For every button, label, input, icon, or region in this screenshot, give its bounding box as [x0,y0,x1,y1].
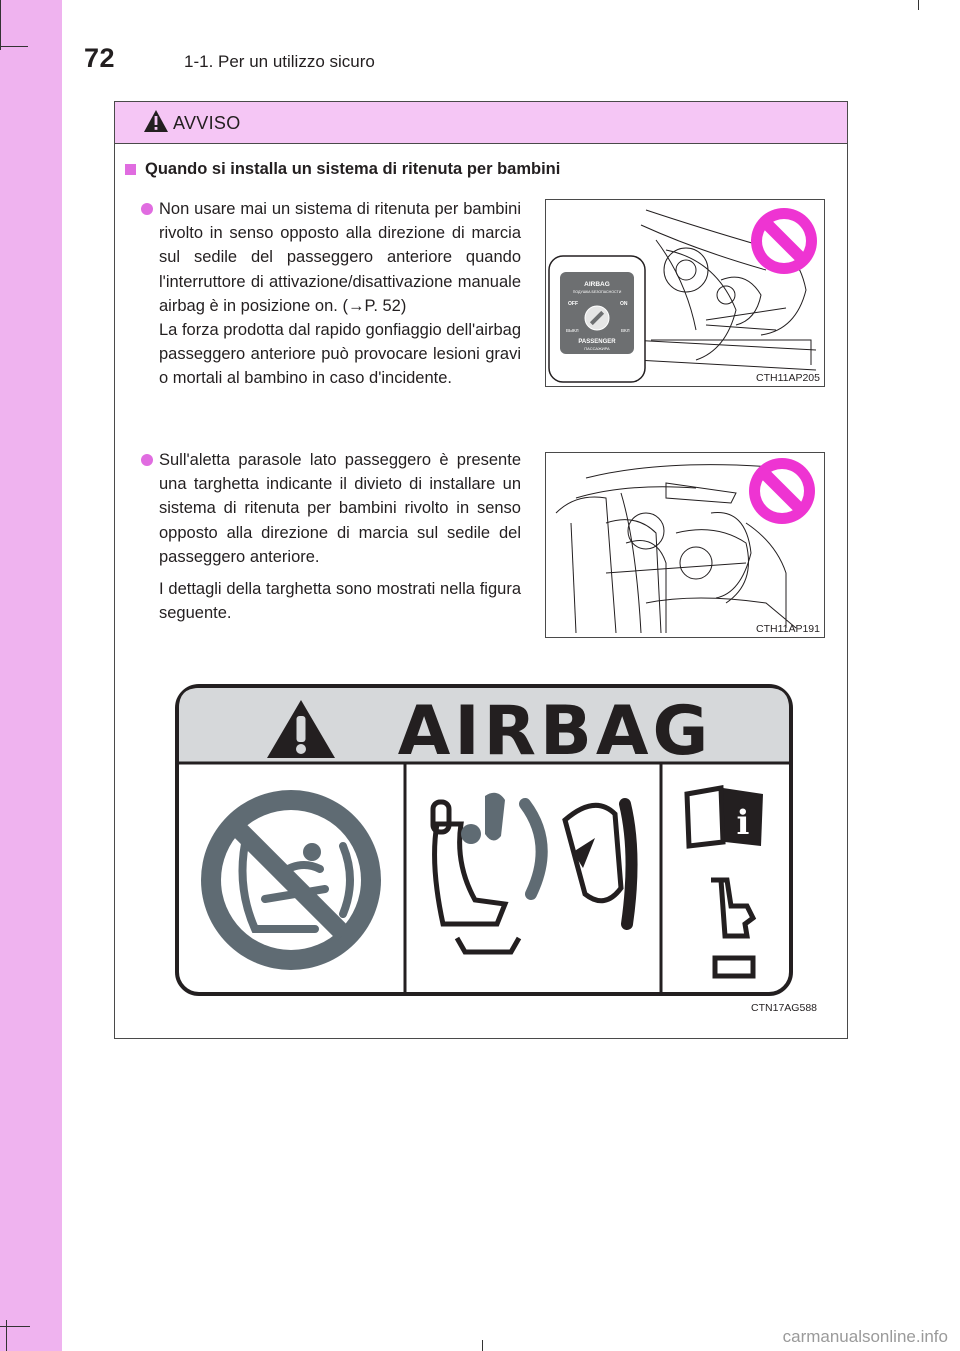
item-text: Sull'aletta parasole lato passeggero è presente una targhetta indicante il divieto di installare un sistema di ritenuta per bambini rivolto in senso opposto alla direzione di marcia sul sedile del passeggero anteriore. [159,451,521,566]
list-item [141,197,521,391]
item-extra: I dettagli della targhetta sono mostrati nella figura seguente. [159,580,521,623]
switch-on-label: ON [620,301,628,307]
airbag-switch-inset [549,256,645,382]
no-rear-facing-seat-icon [201,790,381,970]
bullet-dot-icon [141,203,153,215]
section-title: 1-1. Per un utilizzo sicuro [184,52,375,71]
figure-airbag-switch [545,199,825,387]
warning-triangle-icon [143,109,169,133]
switch-passenger-ru: ПАССАЖИРА [584,346,610,351]
switch-title-ru: ПОДУШКА БЕЗОПАСНОСТИ [572,290,622,294]
switch-on-ru: ВКЛ [621,328,630,333]
crop-mark [918,0,919,10]
side-tab-strip [0,0,62,1351]
figure-sun-visor [545,452,825,638]
interior-illustration [546,453,824,637]
dashboard-illustration [546,200,824,386]
warning-header [115,102,847,144]
arrow-icon: → [347,296,365,315]
switch-title: AIRBAG [584,281,610,288]
crop-mark [0,0,1,50]
square-bullet-icon [125,164,136,175]
watermark: carmanualsonline.info [782,1327,948,1346]
airbag-warning-label [175,684,795,1005]
switch-passenger: PASSENGER [578,339,616,345]
figure-code: CTN17AG588 [751,1002,817,1014]
list-item [141,448,521,625]
crop-mark [0,1326,30,1327]
svg-text:i: i [736,803,750,843]
figure-code: CTH11AP191 [755,623,820,635]
crop-mark [6,1320,7,1351]
bullet-dot-icon [141,454,153,466]
warning-label: AVVISO [173,113,241,133]
item-note: La forza prodotta dal rapido gonfiaggio dell'airbag passeggero anteriore può provocare lesioni gravi o mortali al bambino in caso d'incidente. [159,321,521,388]
switch-off-ru: ВЫКЛ [566,328,579,333]
page-number: 72 [84,43,116,73]
figure-code: CTH11AP205 [755,372,820,384]
crop-mark [482,1340,483,1351]
switch-off-label: OFF [568,301,578,307]
crop-mark [0,46,28,47]
subheading-text: Quando si installa un sistema di ritenuta per bambini [145,160,561,178]
subheading [125,160,560,179]
item-text: Non usare mai un sistema di ritenuta per bambini rivolto in senso opposto alla direzione di marcia sul sedile del passeggero anteriore quando l'interruttore di attivazione/disattivazione manuale airbag è in posizione on. ( [159,200,521,315]
airbag-label-title: AIRBAG [397,692,713,771]
warning-box [114,101,848,1039]
airbag-label-graphic [175,684,795,1000]
prohibition-icon [749,458,815,524]
prohibition-icon [751,208,817,274]
page-reference-link[interactable]: P. 52) [364,296,407,315]
